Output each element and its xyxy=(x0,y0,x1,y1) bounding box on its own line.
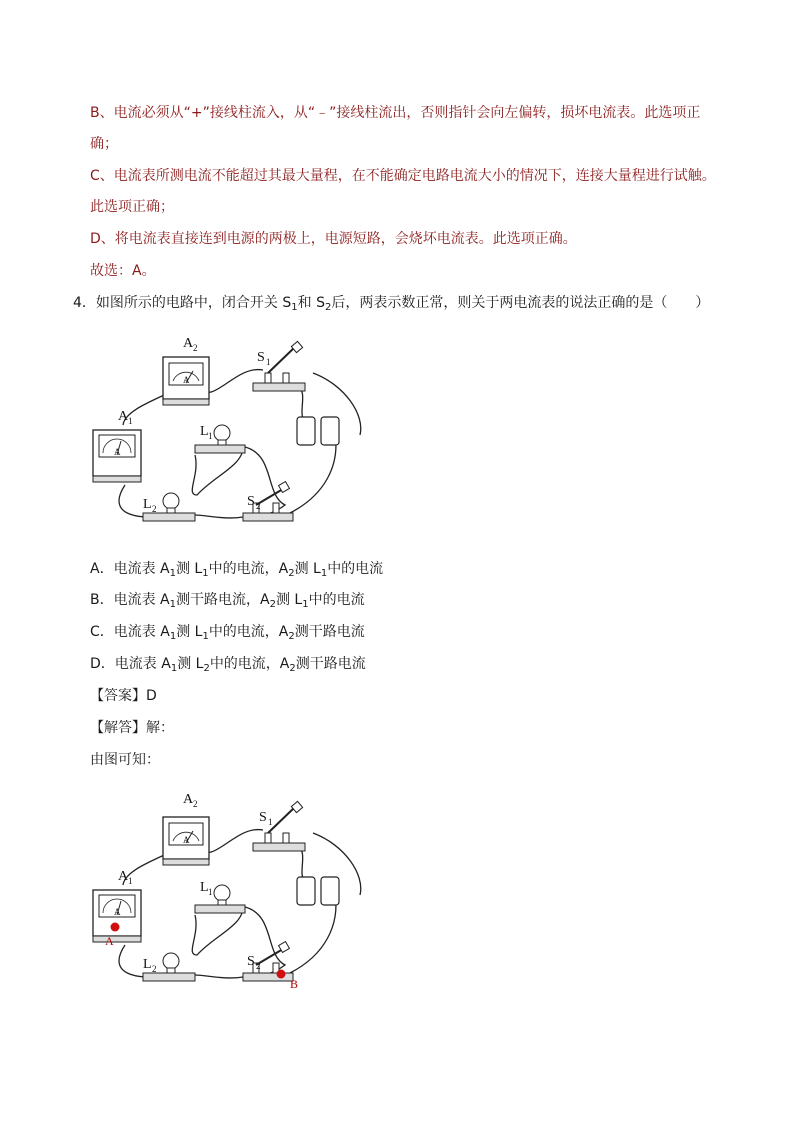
label-l1: L xyxy=(200,424,209,439)
question-number: 4 xyxy=(73,295,82,311)
label-a1: A xyxy=(118,869,129,884)
battery-icon xyxy=(297,877,339,905)
label-l1: L xyxy=(200,880,209,895)
option-c-explanation: C、电流表所测电流不能超过其最大量程，在不能确定电路电流大小的情况下，连接大量程进行试触。 xyxy=(90,168,716,184)
label-s2: S xyxy=(247,494,255,509)
svg-text:2: 2 xyxy=(193,799,198,809)
from-figure: 由图可知： xyxy=(90,752,160,768)
answer: 【答案】D xyxy=(90,688,157,704)
svg-text:2: 2 xyxy=(152,964,157,974)
svg-text:A: A xyxy=(114,907,121,917)
label-a1: A xyxy=(118,409,129,424)
ammeter-a2-icon xyxy=(163,817,209,865)
option-c-explanation-cont: 此选项正确； xyxy=(90,199,174,215)
question-stem: 4．如图所示的电路中，闭合开关 $S_1$和 $S_2$后，两表示数正常，则关于两电流表的说法正确的是（ ） xyxy=(73,295,710,313)
switch-s1-icon xyxy=(253,801,305,851)
option-b-explanation: B、电流必须从“+”接线柱流入，从“﹣”接线柱流出，否则指针会向左偏转，损坏电流表。此选项正 xyxy=(90,105,701,121)
label-a2: A xyxy=(183,336,194,351)
conclusion: 故选：A。 xyxy=(90,263,156,279)
svg-text:1: 1 xyxy=(268,817,273,827)
label-s2: S xyxy=(247,954,255,969)
ammeter-a1-icon xyxy=(93,890,141,942)
svg-text:A: A xyxy=(183,835,190,845)
circuit-figure-annotated xyxy=(85,785,385,1000)
svg-text:2: 2 xyxy=(152,504,157,514)
junction-point-b xyxy=(277,970,286,979)
option-c: C．电流表 $A_1$测 $L_1$中的电流，$A_2$测干路电流 xyxy=(90,624,365,642)
svg-text:1: 1 xyxy=(266,357,271,367)
battery-icon xyxy=(297,417,339,445)
ammeter-a1-icon xyxy=(93,430,141,482)
label-s1: S xyxy=(259,810,267,825)
option-a: A．电流表 $A_1$测 $L_1$中的电流，$A_2$测 $L_1$中的电流 xyxy=(90,561,384,579)
label-point-a: A xyxy=(105,934,114,948)
circuit-figure xyxy=(85,325,385,545)
junction-point-a xyxy=(111,923,120,932)
option-b-explanation-cont: 确； xyxy=(90,136,118,152)
switch-s1-icon xyxy=(253,341,305,391)
label-s1: S xyxy=(257,350,265,365)
svg-text:1: 1 xyxy=(208,431,213,441)
analysis: 【解答】解： xyxy=(90,720,174,736)
svg-text:2: 2 xyxy=(256,961,261,971)
ammeter-a2-icon xyxy=(163,357,209,405)
option-b: B．电流表 $A_1$测干路电流，$A_2$测 $L_1$中的电流 xyxy=(90,592,365,610)
label-l2: L xyxy=(143,957,152,972)
option-d-explanation: D、将电流表直接连到电源的两极上，电源短路，会烧坏电流表。此选项正确。 xyxy=(90,231,577,247)
svg-text:A: A xyxy=(114,447,121,457)
svg-text:1: 1 xyxy=(128,416,133,426)
svg-text:1: 1 xyxy=(128,876,133,886)
svg-text:2: 2 xyxy=(256,501,261,511)
option-d: D．电流表 $A_1$测 $L_2$中的电流，$A_2$测干路电流 xyxy=(90,656,366,674)
svg-text:A: A xyxy=(183,375,190,385)
label-l2: L xyxy=(143,497,152,512)
svg-text:2: 2 xyxy=(193,343,198,353)
svg-text:1: 1 xyxy=(208,887,213,897)
label-point-b: B xyxy=(290,977,299,991)
label-a2: A xyxy=(183,792,194,807)
